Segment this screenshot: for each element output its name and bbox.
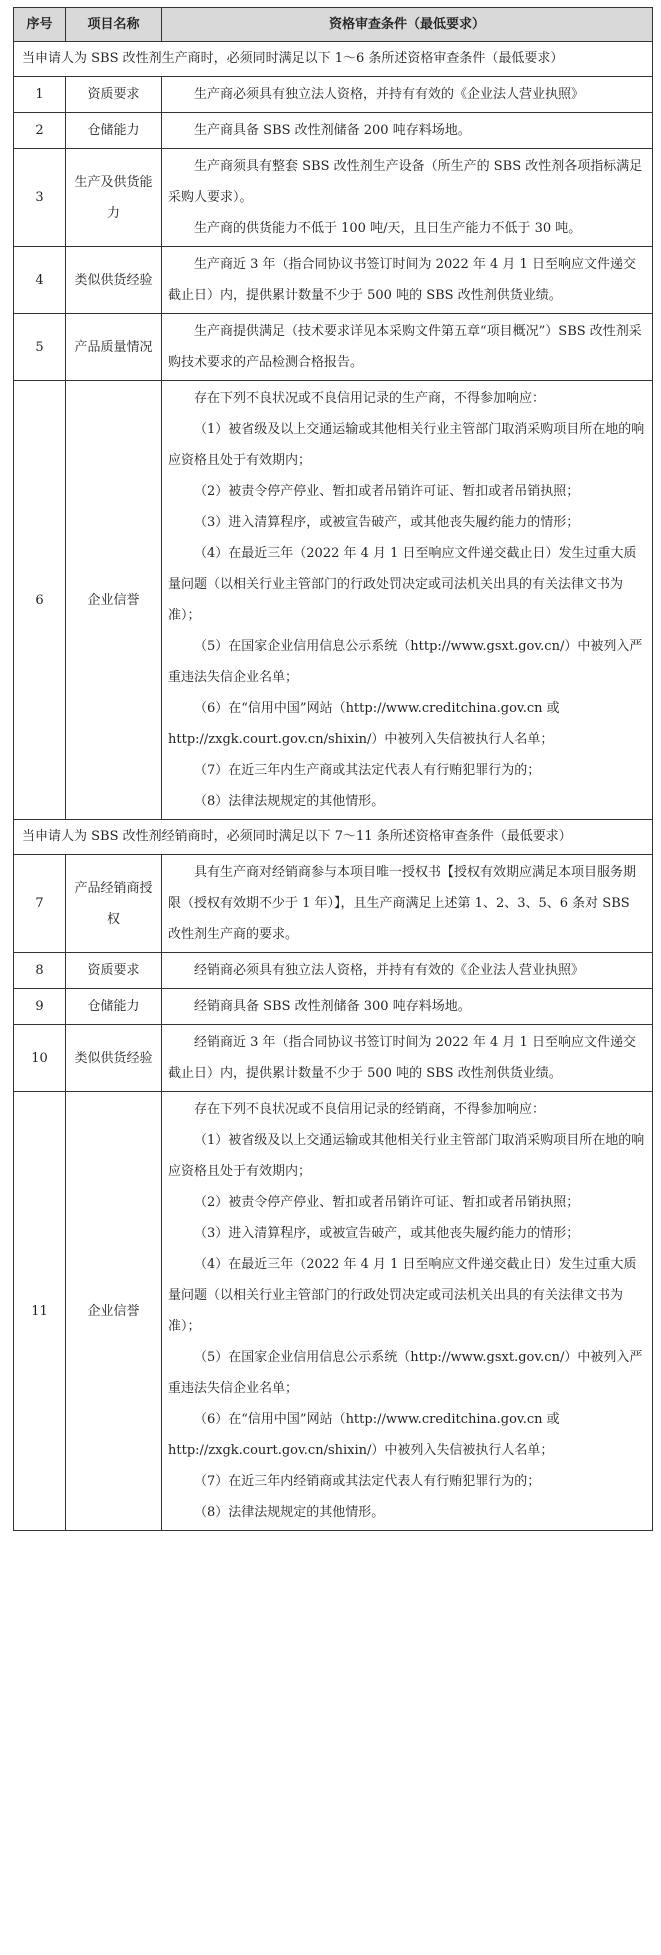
row-condition <box>162 314 653 381</box>
condition-line: 存在下列不良状况或不良信用记录的生产商，不得参加响应： <box>194 391 546 406</box>
row-condition <box>162 247 653 314</box>
section-row-producer <box>14 42 653 77</box>
row-item-name: 类似供货经验 <box>66 247 162 314</box>
table-row <box>14 1025 653 1092</box>
table-row <box>14 113 653 149</box>
table-row <box>14 855 653 953</box>
condition-line: 生产商具备 SBS 改性剂储备 200 吨存料场地。 <box>194 123 471 138</box>
row-condition <box>162 149 653 247</box>
table-row <box>14 989 653 1025</box>
row-number: 2 <box>14 113 66 149</box>
condition-line: 存在下列不良状况或不良信用记录的经销商，不得参加响应： <box>194 1102 546 1117</box>
row-item-name: 类似供货经验 <box>66 1025 162 1092</box>
header-no: 序号 <box>14 8 66 42</box>
row-number: 7 <box>14 855 66 953</box>
condition-line: （7）在近三年内经销商或其法定代表人有行贿犯罪行为的； <box>194 1474 541 1489</box>
condition-line: （5）在国家企业信用信息公示系统（http://www.gsxt.gov.cn/）中被列入严重违法失信企业名单； <box>168 639 643 685</box>
row-condition <box>162 953 653 989</box>
condition-line: 生产商必须具有独立法人资格，并持有有效的《企业法人营业执照》 <box>194 87 585 102</box>
condition-line: 经销商具备 SBS 改性剂储备 300 吨存料场地。 <box>194 999 471 1014</box>
condition-line: （6）在“信用中国”网站（http://www.creditchina.gov.cn 或 http://zxgk.court.gov.cn/shixin/）中被列入失信被执行人名单； <box>168 1412 560 1458</box>
qualification-table <box>13 7 653 1531</box>
table-row <box>14 953 653 989</box>
row-condition <box>162 1025 653 1092</box>
row-number: 1 <box>14 77 66 113</box>
row-item-name: 企业信誉 <box>66 1092 162 1531</box>
row-condition <box>162 989 653 1025</box>
row-item-name: 资质要求 <box>66 77 162 113</box>
condition-line: （4）在最近三年（2022 年 4 月 1 日至响应文件递交截止日）发生过重大质量问题（以相关行业主管部门的行政处罚决定或司法机关出具的有关法律文书为准）； <box>168 1257 637 1334</box>
condition-line: 经销商近 3 年（指合同协议书签订时间为 2022 年 4 月 1 日至响应文件递交截止日）内，提供累计数量不少于 500 吨的 SBS 改性剂供货业绩。 <box>168 1035 636 1081</box>
row-item-name: 产品质量情况 <box>66 314 162 381</box>
condition-line: （4）在最近三年（2022 年 4 月 1 日至响应文件递交截止日）发生过重大质量问题（以相关行业主管部门的行政处罚决定或司法机关出具的有关法律文书为准）； <box>168 546 637 623</box>
row-number: 5 <box>14 314 66 381</box>
condition-line: （8）法律法规规定的其他情形。 <box>194 1505 385 1520</box>
row-condition <box>162 381 653 820</box>
condition-line: （1）被省级及以上交通运输或其他相关行业主管部门取消采购项目所在地的响应资格且处于有效期内； <box>168 422 645 468</box>
condition-line: 经销商必须具有独立法人资格，并持有有效的《企业法人营业执照》 <box>194 963 585 978</box>
table-row <box>14 314 653 381</box>
row-item-name: 资质要求 <box>66 953 162 989</box>
condition-line: （2）被责令停产停业、暂扣或者吊销许可证、暂扣或者吊销执照； <box>194 484 580 499</box>
header-condition: 资格审查条件（最低要求） <box>162 8 653 42</box>
header-name: 项目名称 <box>66 8 162 42</box>
row-condition <box>162 77 653 113</box>
condition-line: （2）被责令停产停业、暂扣或者吊销许可证、暂扣或者吊销执照； <box>194 1195 580 1210</box>
row-number: 8 <box>14 953 66 989</box>
row-condition <box>162 1092 653 1531</box>
row-item-name: 产品经销商授权 <box>66 855 162 953</box>
condition-line: （1）被省级及以上交通运输或其他相关行业主管部门取消采购项目所在地的响应资格且处于有效期内； <box>168 1133 645 1179</box>
condition-line: （3）进入清算程序，或被宣告破产，或其他丧失履约能力的情形； <box>194 515 580 530</box>
row-item-name: 企业信誉 <box>66 381 162 820</box>
row-number: 10 <box>14 1025 66 1092</box>
condition-line: 生产商近 3 年（指合同协议书签订时间为 2022 年 4 月 1 日至响应文件递交截止日）内，提供累计数量不少于 500 吨的 SBS 改性剂供货业绩。 <box>168 257 636 303</box>
condition-line: 生产商提供满足（技术要求详见本采购文件第五章“项目概况”）SBS 改性剂采购技术要求的产品检测合格报告。 <box>168 324 642 370</box>
table-row <box>14 1092 653 1531</box>
row-number: 9 <box>14 989 66 1025</box>
table-header-row <box>14 8 653 42</box>
row-item-name: 仓储能力 <box>66 989 162 1025</box>
section-title: 当申请人为 SBS 改性剂生产商时，必须同时满足以下 1～6 条所述资格审查条件（最低要求） <box>14 42 653 77</box>
section-title: 当申请人为 SBS 改性剂经销商时，必须同时满足以下 7～11 条所述资格审查条件（最低要求） <box>14 820 653 855</box>
table-row <box>14 381 653 820</box>
row-condition <box>162 113 653 149</box>
row-number: 3 <box>14 149 66 247</box>
condition-line: （6）在“信用中国”网站（http://www.creditchina.gov.cn 或 http://zxgk.court.gov.cn/shixin/）中被列入失信被执行人名单； <box>168 701 560 747</box>
row-number: 11 <box>14 1092 66 1531</box>
condition-line: （5）在国家企业信用信息公示系统（http://www.gsxt.gov.cn/）中被列入严重违法失信企业名单； <box>168 1350 643 1396</box>
row-condition <box>162 855 653 953</box>
condition-line: 具有生产商对经销商参与本项目唯一授权书【授权有效期应满足本项目服务期限（授权有效期不少于 1 年）】，且生产商满足上述第 1、2、3、5、6 条对 SBS 改性剂生产商的要求。 <box>168 865 637 942</box>
row-item-name: 仓储能力 <box>66 113 162 149</box>
condition-line: 生产商须具有整套 SBS 改性剂生产设备（所生产的 SBS 改性剂各项指标满足采购人要求）。 <box>168 159 643 205</box>
row-item-name: 生产及供货能力 <box>66 149 162 247</box>
section-row-distributor <box>14 820 653 855</box>
row-number: 6 <box>14 381 66 820</box>
condition-line: 生产商的供货能力不低于 100 吨/天，且日生产能力不低于 30 吨。 <box>194 221 582 236</box>
condition-line: （7）在近三年内生产商或其法定代表人有行贿犯罪行为的； <box>194 763 541 778</box>
row-number: 4 <box>14 247 66 314</box>
table-row <box>14 149 653 247</box>
condition-line: （3）进入清算程序，或被宣告破产，或其他丧失履约能力的情形； <box>194 1226 580 1241</box>
table-row <box>14 77 653 113</box>
condition-line: （8）法律法规规定的其他情形。 <box>194 794 385 809</box>
table-row <box>14 247 653 314</box>
